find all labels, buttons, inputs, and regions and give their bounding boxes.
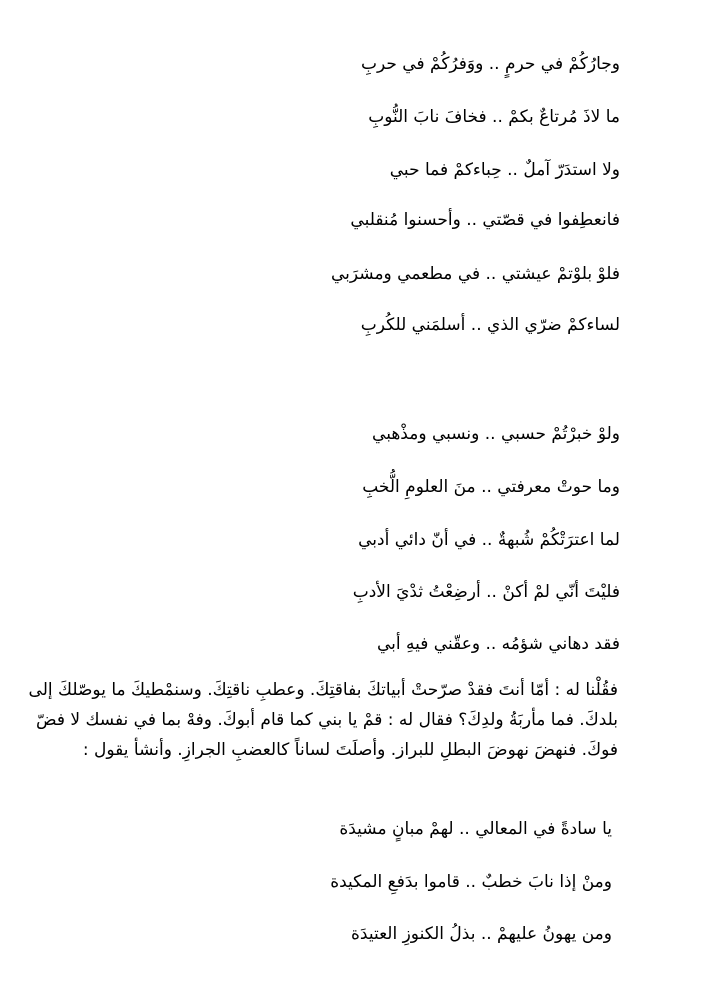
poem-verse: يا سادةً في المعالي .. لهمْ مبانٍ مشيدَة <box>339 819 612 839</box>
poem-verse: ولا استدَرّ آملٌ .. حِباءكمْ فما حبي <box>389 160 620 180</box>
prose-line: بلدكَ. فما مأربَةُ ولدِكَ؟ فقال له : قمْ يا بني كما قام أبوكَ. وفهْ بما في نفسك لا فضّ <box>36 710 618 730</box>
prose-line: فقُلْنا له : أمّا أنتَ فقدْ صرّحتْ أبياتكَ بفاقتِكَ. وعطبِ ناقتِكَ. وسنمْطيكَ ما يوصّلكَ إلى <box>28 680 618 700</box>
prose-paragraph <box>28 675 618 765</box>
poem-verse: فلوْ بلوْتمْ عيشتي .. في مطعمي ومشرَبي <box>331 264 620 284</box>
poem-verse: وما حوتْ معرفتي .. منَ العلومِ الُّخبِ <box>362 477 620 497</box>
poem-verse: فليْتَ أنّي لمْ أكنْ .. أرضِعْتُ ثدْيَ الأدبِ <box>352 582 620 602</box>
poem-verse: ما لاذَ مُرتاعٌ بكمْ .. فخافَ نابَ النُّوبِ <box>368 107 620 127</box>
poem-verse: ومن يهونُ عليهمْ .. بذلُ الكنوزِ العتيدَة <box>351 924 612 944</box>
poem-verse: فقد دهاني شؤمُه .. وعقّني فيهِ أبي <box>377 634 620 654</box>
poem-verse: ومنْ إذا نابَ خطبٌ .. قاموا بدَفعِ المكيدة <box>330 872 612 892</box>
poem-verse: ولوْ خبرْتُمْ حسبي .. ونسبي ومذْهبي <box>372 424 620 444</box>
poem-verse: فانعطِفوا في قصّتي .. وأحسنوا مُنقلبي <box>350 210 620 230</box>
poem-verse: وجارُكُمْ في حرمٍ .. ووَفرُكُمْ في حربِ <box>361 54 620 74</box>
prose-line: فوكَ. فنهضَ نهوضَ البطلِ للبراز. وأصلَتَ لساناً كالعضبِ الجرازِ. وأنشأ يقول : <box>82 740 618 760</box>
poem-verse: لساءكمْ ضرّي الذي .. أسلمَني للكُربِ <box>360 315 620 335</box>
poem-verse: لما اعترَتْكُمْ شُبهةٌ .. في أنّ دائي أدبي <box>358 530 620 550</box>
